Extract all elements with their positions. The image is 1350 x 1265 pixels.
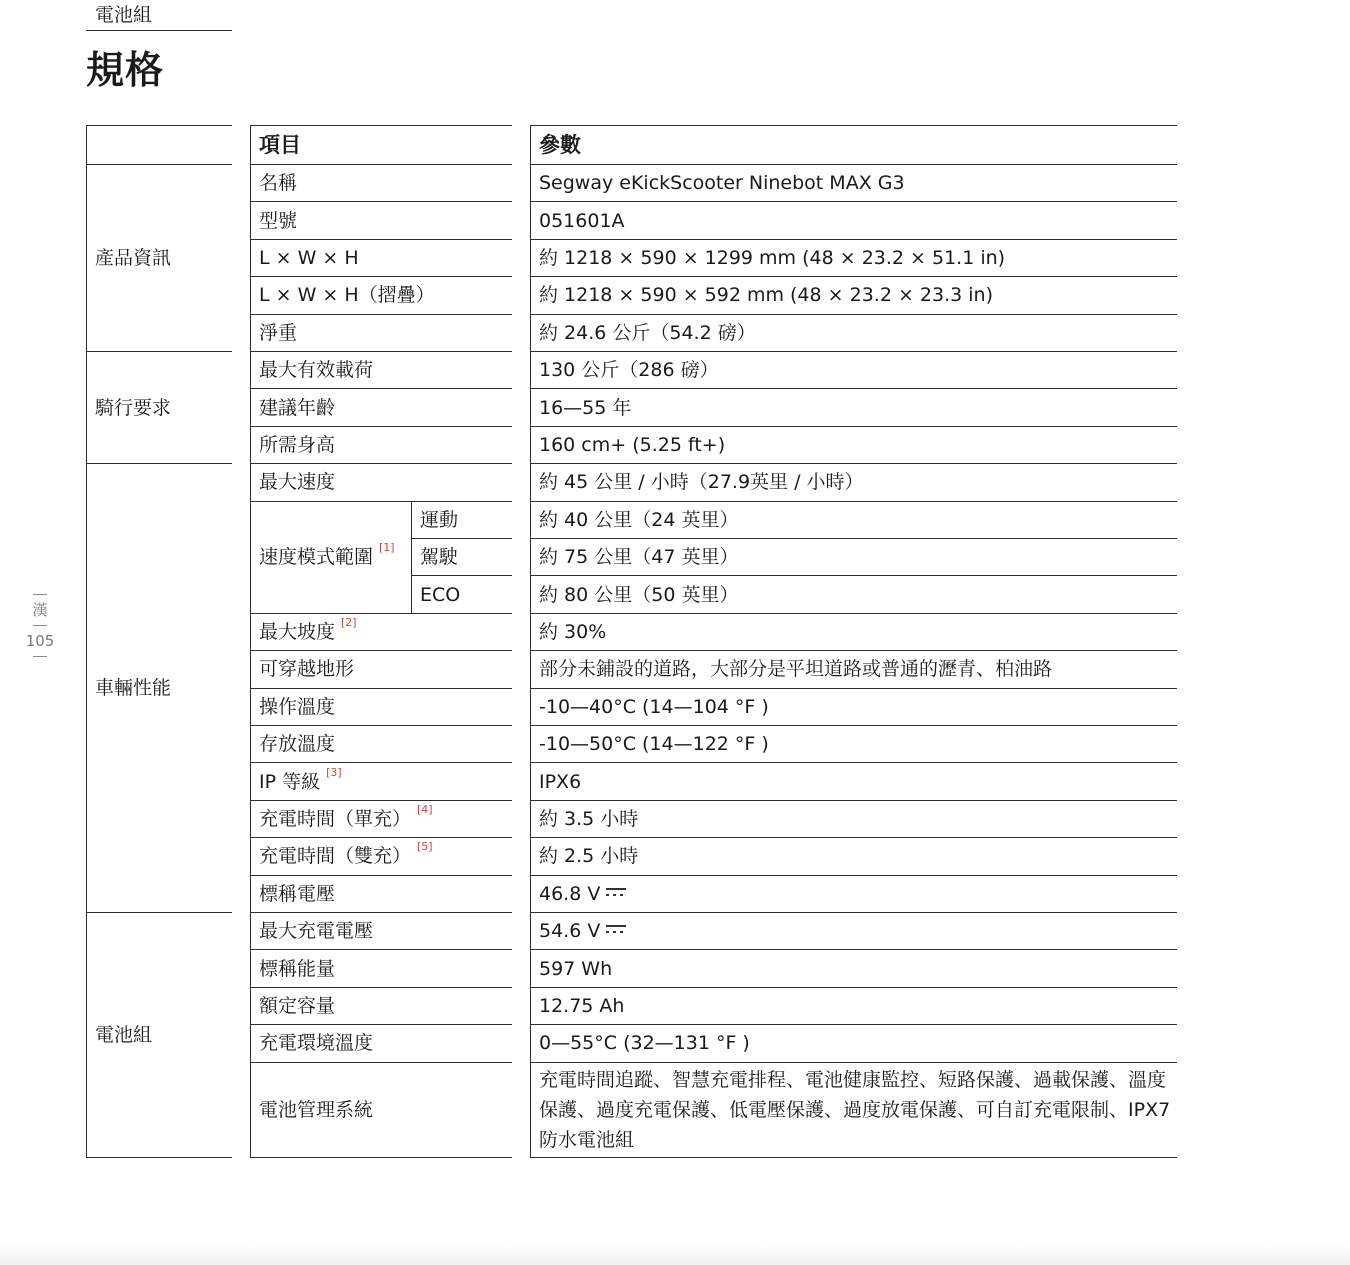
table-row-item-text: 最大充電電壓 bbox=[259, 920, 374, 943]
group-cell bbox=[86, 0, 232, 31]
group-cell-text: 騎行要求 bbox=[95, 396, 172, 419]
group-cell bbox=[86, 913, 232, 1158]
group-cell-text: 產品資訊 bbox=[95, 247, 172, 269]
table-row-item-text: 標稱電壓 bbox=[259, 882, 336, 905]
table-row-value bbox=[530, 352, 1177, 389]
dc-symbol-icon bbox=[606, 925, 626, 935]
table-row-subitem-text: 運動 bbox=[420, 508, 459, 531]
table-column-rule bbox=[250, 125, 251, 1158]
table-row-item bbox=[250, 464, 512, 501]
table-row-item bbox=[250, 726, 512, 763]
table-row-value bbox=[530, 1063, 1177, 1158]
divider bbox=[33, 625, 47, 626]
group-cell-text: 車輛性能 bbox=[95, 677, 172, 700]
side-tab bbox=[26, 590, 54, 661]
table-row-item-text: 名稱 bbox=[259, 172, 298, 195]
table-row-subitem-text: 駕駛 bbox=[420, 546, 459, 569]
table-row-value-text: 部分未鋪設的道路，大部分是平坦道路或普通的瀝青、柏油路 bbox=[539, 658, 1053, 681]
table-row-value-text: 約 3.5 小時 bbox=[539, 807, 639, 830]
table-row-item-text: 最大速度 bbox=[259, 471, 336, 494]
page-number: 105 bbox=[25, 632, 55, 650]
table-row-item bbox=[250, 315, 512, 352]
table-row-item bbox=[250, 950, 512, 987]
table-row-value-text: 約 2.5 小時 bbox=[539, 845, 639, 868]
table-row-value bbox=[530, 315, 1177, 352]
table-row-item bbox=[250, 913, 512, 950]
table-row-value bbox=[530, 539, 1177, 576]
table-row-value bbox=[530, 389, 1177, 426]
group-cell bbox=[86, 464, 232, 913]
header-item-cell-text: 項目 bbox=[259, 132, 301, 157]
table-row-item-text: 額定容量 bbox=[259, 994, 336, 1017]
table-row-item-text: 最大坡度 bbox=[259, 620, 336, 643]
table-row-value bbox=[530, 1025, 1177, 1062]
table-row-item bbox=[250, 689, 512, 726]
table-row-item-text: 電池管理系統 bbox=[259, 1098, 374, 1121]
table-row-value bbox=[530, 988, 1177, 1025]
table-row-value-text: 12.75 Ah bbox=[539, 994, 625, 1017]
table-row-item-text: L × W × H bbox=[259, 246, 359, 269]
table-row-item bbox=[250, 202, 512, 239]
table-row-item bbox=[250, 240, 512, 277]
table-row-value-text: 約 1218 × 590 × 1299 mm (48 × 23.2 × 51.1 in) bbox=[539, 246, 1006, 269]
table-row-value-text: -10—50°C (14—122 °F ) bbox=[539, 733, 769, 756]
table-row-item-text: 速度模式範圍 bbox=[259, 546, 374, 569]
table-row-value-text: 0—55°C (32—131 °F ) bbox=[539, 1032, 750, 1055]
table-row-value bbox=[530, 838, 1177, 875]
table-row-subitem-text: ECO bbox=[420, 583, 461, 606]
table-row-value-text: -10—40°C (14—104 °F ) bbox=[539, 695, 769, 718]
divider bbox=[33, 656, 47, 657]
table-row-value-text: 充電時間追蹤、智慧充電排程、電池健康監控、短路保護、過載保護、溫度保護、過度充電保護、低電壓保護、過度放電保護、可自訂充電限制、IPX7 防水電池組 bbox=[539, 1068, 1171, 1151]
table-row-value bbox=[530, 913, 1177, 950]
table-row-value bbox=[530, 464, 1177, 501]
table-row-item-text: 建議年齡 bbox=[259, 396, 336, 419]
table-row-item-text: 可穿越地形 bbox=[259, 658, 355, 681]
footnote-marker: [5] bbox=[417, 840, 433, 854]
table-row-value bbox=[530, 689, 1177, 726]
page-title: 規格 bbox=[86, 48, 165, 92]
table-row-value-text: 46.8 V bbox=[539, 882, 601, 905]
group-cell bbox=[86, 165, 232, 352]
table-row-value bbox=[530, 876, 1177, 913]
table-column-rule bbox=[530, 125, 531, 1158]
table-row-item bbox=[250, 614, 512, 651]
table-row-item-text: 充電時間（雙充） bbox=[259, 845, 412, 868]
table-row-value bbox=[530, 240, 1177, 277]
table-row-item-text: IP 等級 bbox=[259, 770, 321, 793]
group-cell-text: 電池組 bbox=[95, 4, 153, 26]
table-row-item bbox=[250, 1025, 512, 1062]
header-item-cell bbox=[250, 125, 512, 165]
divider bbox=[33, 594, 47, 595]
table-row-value bbox=[530, 726, 1177, 763]
table-row-value bbox=[530, 502, 1177, 539]
table-row-value-text: 約 1218 × 590 × 592 mm (48 × 23.2 × 23.3 in) bbox=[539, 284, 993, 307]
table-row-item-text: 標稱能量 bbox=[259, 957, 336, 980]
table-row-value-text: 051601A bbox=[539, 209, 625, 232]
table-row-item bbox=[250, 838, 512, 875]
table-row-value-text: 597 Wh bbox=[539, 957, 613, 980]
table-row-value-text: 約 80 公里（50 英里） bbox=[539, 583, 739, 606]
table-row-value bbox=[530, 801, 1177, 838]
header-group-cell bbox=[86, 125, 232, 165]
table-row-value bbox=[530, 202, 1177, 239]
footnote-marker: [2] bbox=[341, 615, 357, 629]
table-row-item bbox=[250, 988, 512, 1025]
table-row-value-text: 約 40 公里（24 英里） bbox=[539, 508, 739, 531]
table-row-value bbox=[530, 651, 1177, 688]
table-row-value bbox=[530, 950, 1177, 987]
group-cell bbox=[86, 352, 232, 464]
header-param-cell-text: 參數 bbox=[539, 132, 581, 157]
table-row-value-text: Segway eKickScooter Ninebot MAX G3 bbox=[539, 172, 905, 195]
table-row-item-text: 充電時間（單充） bbox=[259, 807, 412, 830]
table-row-item-text: 最大有效載荷 bbox=[259, 359, 374, 382]
table-row-item bbox=[250, 876, 512, 913]
table-row-subitem bbox=[411, 502, 512, 539]
table-row-item bbox=[250, 1063, 512, 1158]
footnote-marker: [1] bbox=[379, 541, 395, 555]
table-row-item bbox=[250, 352, 512, 389]
footnote-marker: [4] bbox=[417, 802, 433, 816]
table-row-item bbox=[250, 801, 512, 838]
footnote-marker: [3] bbox=[326, 765, 342, 779]
table-row-value-text: 130 公斤（286 磅） bbox=[539, 359, 719, 382]
table-row-value bbox=[530, 277, 1177, 314]
table-row-item-text: 存放溫度 bbox=[259, 733, 336, 756]
table-row-item bbox=[250, 763, 512, 800]
table-row-item-text: 淨重 bbox=[259, 321, 298, 344]
language-label: 漢 bbox=[32, 601, 48, 619]
table-row-value bbox=[530, 576, 1177, 613]
table-row-item-text: L × W × H（摺疊） bbox=[259, 284, 435, 307]
table-row-item-text: 充電環境溫度 bbox=[259, 1032, 374, 1055]
table-row-item bbox=[250, 502, 411, 614]
table-row-value bbox=[530, 165, 1177, 202]
table-row-value bbox=[530, 763, 1177, 800]
table-row-value bbox=[530, 614, 1177, 651]
table-row-value bbox=[530, 427, 1177, 464]
dc-symbol-icon bbox=[606, 888, 626, 898]
table-row-value-text: 54.6 V bbox=[539, 920, 601, 943]
table-row-value-text: IPX6 bbox=[539, 770, 582, 793]
group-cell-text: 電池組 bbox=[95, 1023, 153, 1046]
table-row-item bbox=[250, 427, 512, 464]
header-param-cell bbox=[530, 125, 1177, 165]
table-row-value-text: 約 75 公里（47 英里） bbox=[539, 546, 739, 569]
bottom-shadow bbox=[0, 1243, 1350, 1265]
table-row-item-text: 操作溫度 bbox=[259, 695, 336, 718]
table-row-value-text: 約 30% bbox=[539, 620, 607, 643]
table-row-item bbox=[250, 277, 512, 314]
table-row-value-text: 16—55 年 bbox=[539, 396, 632, 419]
table-row-subitem bbox=[411, 539, 512, 576]
table-row-value-text: 約 24.6 公斤（54.2 磅） bbox=[539, 321, 756, 344]
table-row-value-text: 約 45 公里 / 小時（27.9英里 / 小時） bbox=[539, 471, 864, 494]
table-column-rule bbox=[86, 125, 87, 1158]
table-row-subitem bbox=[411, 576, 512, 613]
table-row-item-text: 型號 bbox=[259, 209, 298, 232]
table-row-item bbox=[250, 651, 512, 688]
table-row-item bbox=[250, 165, 512, 202]
table-row-value-text: 160 cm+ (5.25 ft+) bbox=[539, 433, 726, 456]
table-row-item bbox=[250, 389, 512, 426]
table-row-item-text: 所需身高 bbox=[259, 433, 336, 456]
